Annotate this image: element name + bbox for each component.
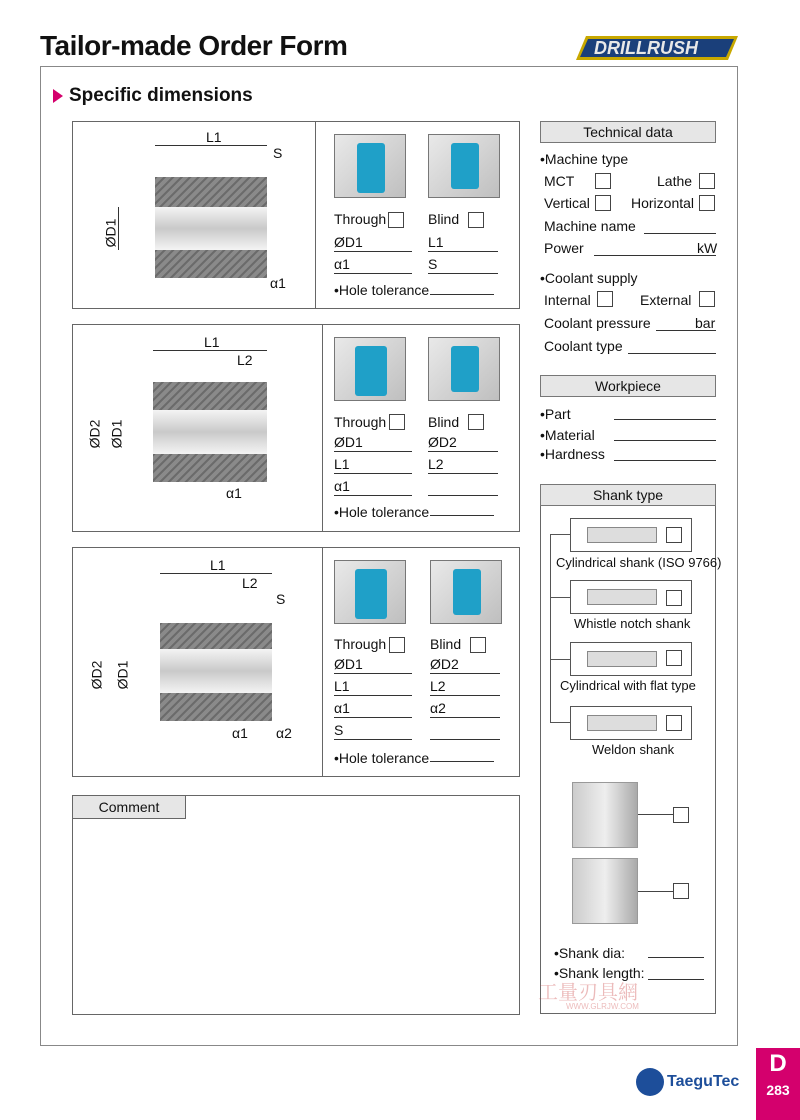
field-D1[interactable]: ØD1 bbox=[334, 234, 412, 252]
mct-label: MCT bbox=[544, 173, 575, 189]
section-title: Specific dimensions bbox=[69, 85, 253, 106]
blind-label-3: Blind bbox=[430, 636, 462, 652]
field-S[interactable]: S bbox=[428, 256, 498, 274]
hole-tolerance-field-2[interactable] bbox=[430, 504, 494, 516]
through-label-1: Through bbox=[334, 211, 387, 227]
field-D1[interactable]: ØD1 bbox=[334, 656, 412, 674]
shank-dia-label: •Shank dia: bbox=[554, 945, 626, 961]
shank-option-4: Weldon shank bbox=[592, 742, 675, 757]
dim-L1: L1 bbox=[210, 557, 226, 573]
field-L1[interactable]: L1 bbox=[428, 234, 498, 252]
coolant-pressure-label: Coolant pressure bbox=[544, 315, 651, 331]
part-label: •Part bbox=[540, 406, 571, 422]
field-D2[interactable]: ØD2 bbox=[428, 434, 498, 452]
hole-tolerance-label-3: •Hole tolerance bbox=[334, 750, 430, 766]
tool-holder-image-1 bbox=[572, 782, 638, 848]
lathe-label: Lathe bbox=[657, 173, 693, 189]
brand-name: TaeguTec bbox=[667, 1073, 740, 1090]
hole-tolerance-field-3[interactable] bbox=[430, 750, 494, 762]
flat-type-checkbox[interactable] bbox=[666, 650, 682, 666]
technical-header: Technical data bbox=[540, 121, 716, 143]
horizontal-checkbox[interactable] bbox=[699, 195, 715, 211]
external-checkbox[interactable] bbox=[699, 291, 715, 307]
field-L1[interactable]: L1 bbox=[334, 456, 412, 474]
watermark-url: WWW.GLRJW.COM bbox=[566, 1002, 639, 1011]
coolant-supply-label: •Coolant supply bbox=[540, 270, 638, 286]
weldon-shank-checkbox[interactable] bbox=[666, 715, 682, 731]
part-field[interactable] bbox=[614, 406, 716, 420]
internal-label: Internal bbox=[544, 292, 591, 308]
shank-header: Shank type bbox=[540, 484, 716, 506]
dim-D1: ØD1 bbox=[108, 419, 125, 449]
mct-checkbox[interactable] bbox=[595, 173, 611, 189]
bore-drawing-1 bbox=[80, 125, 310, 305]
dim-L1: L1 bbox=[206, 129, 222, 145]
field-a1[interactable]: α1 bbox=[334, 700, 412, 718]
field-a2[interactable]: α2 bbox=[430, 700, 500, 718]
blind-label-1: Blind bbox=[428, 211, 460, 227]
field-S[interactable]: S bbox=[334, 722, 412, 740]
shank-option-1: Cylindrical shank (ISO 9766) bbox=[556, 555, 722, 570]
bore-drawing-2 bbox=[80, 330, 315, 525]
blind-thumb-2 bbox=[428, 337, 500, 401]
field-L2[interactable]: L2 bbox=[428, 456, 498, 474]
external-label: External bbox=[640, 292, 692, 308]
coolant-type-label: Coolant type bbox=[544, 338, 623, 354]
hardness-label: •Hardness bbox=[540, 446, 605, 462]
dim-S: S bbox=[276, 591, 286, 607]
dim-D1: ØD1 bbox=[102, 218, 119, 248]
tool-holder-checkbox-2[interactable] bbox=[673, 883, 689, 899]
shank-length-field[interactable] bbox=[648, 966, 704, 980]
through-label-2: Through bbox=[334, 414, 387, 430]
vertical-checkbox[interactable] bbox=[595, 195, 611, 211]
page-title: Tailor-made Order Form bbox=[40, 30, 348, 61]
coolant-type-field[interactable] bbox=[628, 340, 716, 354]
cylindrical-shank-checkbox[interactable] bbox=[666, 527, 682, 543]
field-D2[interactable]: ØD2 bbox=[430, 656, 500, 674]
vertical-label: Vertical bbox=[544, 195, 590, 211]
shank-option-3: Cylindrical with flat type bbox=[560, 678, 696, 693]
hole-tolerance-label-2: •Hole tolerance bbox=[334, 504, 430, 520]
logo-text: DRILLRUSH bbox=[594, 38, 698, 58]
dim-D1: ØD1 bbox=[114, 660, 131, 690]
material-label: •Material bbox=[540, 427, 595, 443]
hardness-field[interactable] bbox=[614, 447, 716, 461]
triangle-icon bbox=[53, 89, 63, 103]
taegutec-logo-icon bbox=[636, 1068, 664, 1096]
shank-length-label: •Shank length: bbox=[554, 965, 645, 981]
horizontal-label: Horizontal bbox=[631, 195, 695, 211]
tool-holder-checkbox-1[interactable] bbox=[673, 807, 689, 823]
blind-checkbox-1[interactable] bbox=[468, 212, 484, 228]
hole-tolerance-label-1: •Hole tolerance bbox=[334, 282, 430, 298]
wall-bottom bbox=[155, 250, 267, 278]
machine-type-label: •Machine type bbox=[540, 151, 629, 167]
dim-L2: L2 bbox=[242, 575, 258, 591]
machine-name-label: Machine name bbox=[544, 218, 636, 234]
through-checkbox-1[interactable] bbox=[388, 212, 404, 228]
through-checkbox-3[interactable] bbox=[389, 637, 405, 653]
dim-L1: L1 bbox=[204, 334, 220, 350]
shank-dia-field[interactable] bbox=[648, 944, 704, 958]
drillrush-logo bbox=[572, 32, 742, 64]
power-unit: kW bbox=[697, 240, 718, 256]
power-label: Power bbox=[544, 240, 584, 256]
dim-a2: α2 bbox=[276, 725, 292, 741]
through-checkbox-2[interactable] bbox=[389, 414, 405, 430]
internal-checkbox[interactable] bbox=[597, 291, 613, 307]
dim-D2: ØD2 bbox=[86, 419, 103, 449]
tab-letter: D bbox=[769, 1050, 787, 1077]
through-thumb-3 bbox=[334, 560, 406, 624]
field-a1[interactable]: α1 bbox=[334, 478, 412, 496]
blind-thumb-3 bbox=[430, 560, 502, 624]
whistle-notch-checkbox[interactable] bbox=[666, 590, 682, 606]
dim-a1: α1 bbox=[270, 275, 286, 291]
workpiece-header: Workpiece bbox=[540, 375, 716, 397]
machine-name-field[interactable] bbox=[644, 220, 716, 234]
comment-label: Comment bbox=[72, 795, 186, 819]
lathe-checkbox[interactable] bbox=[699, 173, 715, 189]
section-heading bbox=[53, 85, 253, 107]
hole-tolerance-field-1[interactable] bbox=[430, 283, 494, 295]
field-L1[interactable]: L1 bbox=[334, 678, 412, 696]
tool-holder-image-2 bbox=[572, 858, 638, 924]
page-number: 283 bbox=[766, 1082, 790, 1098]
dim-a1: α1 bbox=[232, 725, 248, 741]
shank-option-2: Whistle notch shank bbox=[574, 616, 691, 631]
blind-thumb-1 bbox=[428, 134, 500, 198]
dim-L2: L2 bbox=[237, 352, 253, 368]
watermark: 工量刃具網 bbox=[538, 980, 638, 1004]
field-D1[interactable]: ØD1 bbox=[334, 434, 412, 452]
through-thumb-2 bbox=[334, 337, 406, 401]
dim-S: S bbox=[273, 145, 283, 161]
field-blank[interactable] bbox=[428, 478, 498, 496]
bore-drawing-3 bbox=[80, 553, 320, 771]
comment-box[interactable] bbox=[72, 795, 520, 1015]
dim-D2: ØD2 bbox=[88, 660, 105, 690]
bore bbox=[155, 207, 267, 250]
field-blank[interactable] bbox=[430, 722, 500, 740]
through-label-3: Through bbox=[334, 636, 387, 652]
through-thumb-1 bbox=[334, 134, 406, 198]
blind-label-2: Blind bbox=[428, 414, 460, 430]
field-a1[interactable]: α1 bbox=[334, 256, 412, 274]
pressure-unit: bar bbox=[695, 315, 716, 331]
material-field[interactable] bbox=[614, 427, 716, 441]
wall-top bbox=[155, 177, 267, 207]
field-L2[interactable]: L2 bbox=[430, 678, 500, 696]
page-tab bbox=[756, 1048, 800, 1120]
dim-a1: α1 bbox=[226, 485, 242, 501]
blind-checkbox-3[interactable] bbox=[470, 637, 486, 653]
blind-checkbox-2[interactable] bbox=[468, 414, 484, 430]
